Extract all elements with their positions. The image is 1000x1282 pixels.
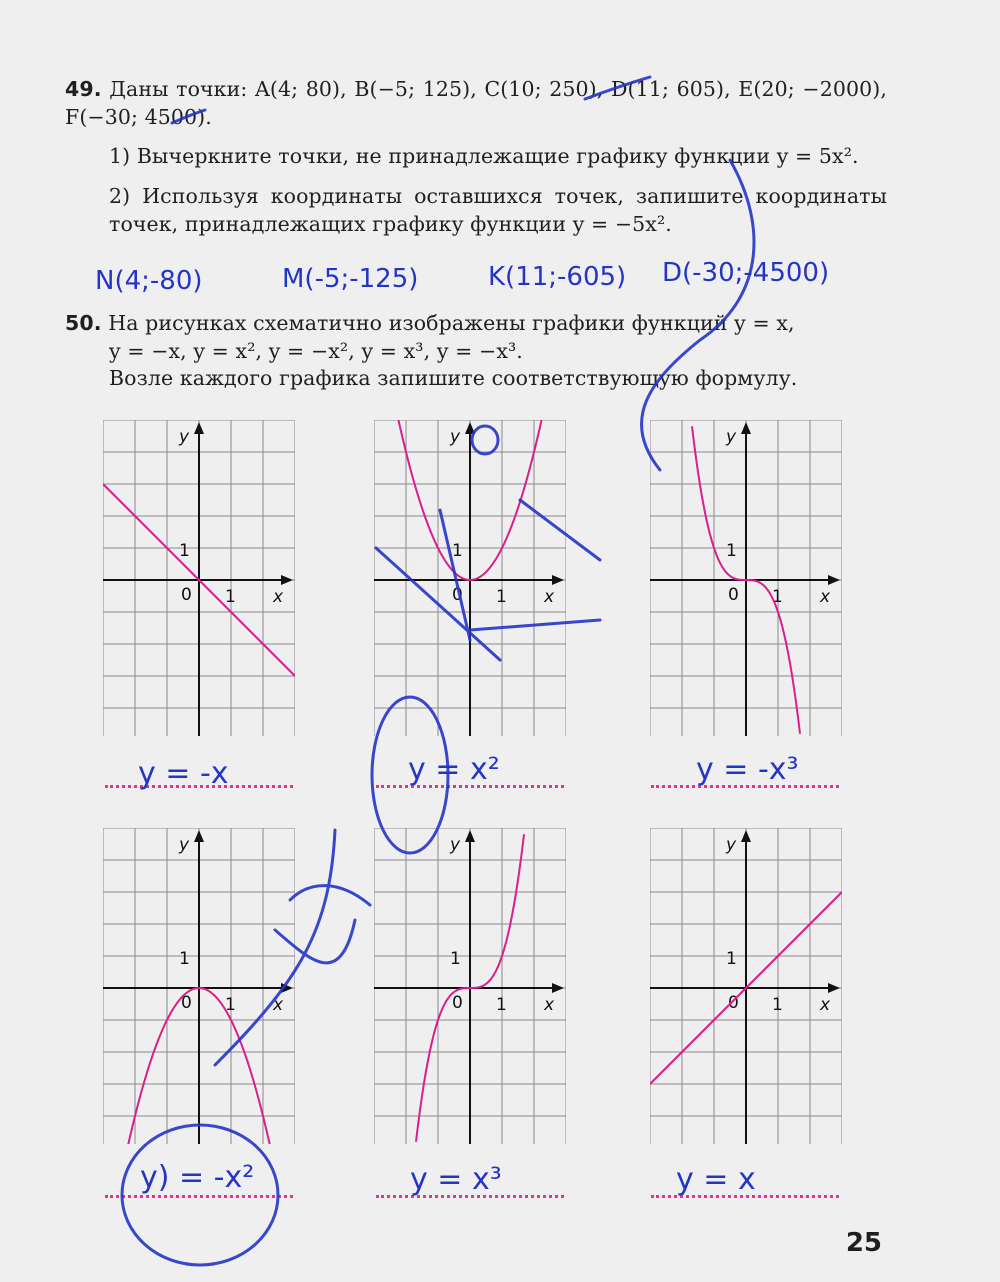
problem-50-text-2: y = −x, y = x², y = −x², y = x³, y = −x³. <box>109 338 523 363</box>
y-tick-one: 1 <box>179 541 190 561</box>
x-axis-label: x <box>820 587 831 607</box>
x-axis-label: x <box>544 587 555 607</box>
scribble-stroke <box>641 160 754 470</box>
y-tick-one: 1 <box>726 949 737 969</box>
origin-label: 0 <box>452 585 463 605</box>
problem-49-number: 49. <box>65 77 102 101</box>
problem-50-text-3: Возле каждого графика запишите соответствующую формулу. <box>109 366 798 391</box>
x-axis-label: x <box>273 995 284 1015</box>
task1-label: 1) <box>109 144 131 169</box>
page-number: 25 <box>845 1228 882 1258</box>
y-tick-one: 1 <box>452 541 463 561</box>
x-axis-label: x <box>820 995 831 1015</box>
x-tick-one: 1 <box>496 995 507 1015</box>
handwritten-point-2: M(-5;-125) <box>282 264 419 294</box>
answer-graph-6: y = x <box>676 1162 756 1197</box>
handwritten-point-3: K(11;-605) <box>488 262 627 292</box>
answer-graph-2: y = x² <box>408 752 500 787</box>
problem-49-intro: Даны точки: <box>109 77 248 101</box>
origin-label: 0 <box>728 993 739 1013</box>
origin-label: 0 <box>728 585 739 605</box>
y-axis-label: y <box>179 835 190 855</box>
strike-point-e <box>172 110 205 123</box>
tangent-scribble <box>376 510 600 660</box>
y-tick-one: 1 <box>179 949 190 969</box>
handwritten-point-1: N(4;-80) <box>95 266 203 296</box>
answer-graph-1: y = -x <box>138 756 229 791</box>
problem-50-number: 50. <box>65 311 102 335</box>
x-axis-label: x <box>544 995 555 1015</box>
circle-answer-2 <box>372 697 448 853</box>
y-axis-label: y <box>179 427 190 447</box>
origin-label: 0 <box>181 993 192 1013</box>
origin-label: 0 <box>181 585 192 605</box>
answer-graph-5: y = x³ <box>410 1162 502 1197</box>
x-axis-label: x <box>273 587 284 607</box>
y-tick-one: 1 <box>726 541 737 561</box>
x-tick-one: 1 <box>772 587 783 607</box>
problem-50-text-1: На рисунках схематично изображены графики функций y = x, <box>108 311 795 335</box>
scribble-panel-4 <box>215 830 370 1065</box>
y-axis-label: y <box>450 835 461 855</box>
answer-graph-3: y = -x³ <box>696 752 799 787</box>
y-tick-one: 1 <box>450 949 461 969</box>
x-tick-one: 1 <box>772 995 783 1015</box>
scribble-line <box>520 500 600 560</box>
problem-49-points: A(4; 80), B(−5; 125), C(10; 250), D(11; 605), E(20; −2000), F(−30; 4500). <box>65 77 887 129</box>
strike-point-c <box>585 77 650 99</box>
circle-answer-4 <box>122 1125 278 1265</box>
y-axis-label: y <box>726 427 737 447</box>
task2-text: Используя координаты оставшихся точек, запишите координаты точек, принадлежащих графику функции y = −5x². <box>109 184 887 236</box>
task1-text: Вычеркните точки, не принадлежащие графику функции y = 5x². <box>136 144 859 169</box>
x-tick-one: 1 <box>225 587 236 607</box>
y-axis-label: y <box>726 835 737 855</box>
x-tick-one: 1 <box>496 587 507 607</box>
task2-label: 2) <box>109 184 131 209</box>
y-axis-label: y <box>450 427 461 447</box>
origin-label: 0 <box>452 993 463 1013</box>
x-tick-one: 1 <box>225 995 236 1015</box>
answer-graph-4: y) = -x² <box>140 1160 255 1195</box>
circle-mark <box>472 426 498 454</box>
handwritten-point-4: D(-30;-4500) <box>662 258 830 288</box>
